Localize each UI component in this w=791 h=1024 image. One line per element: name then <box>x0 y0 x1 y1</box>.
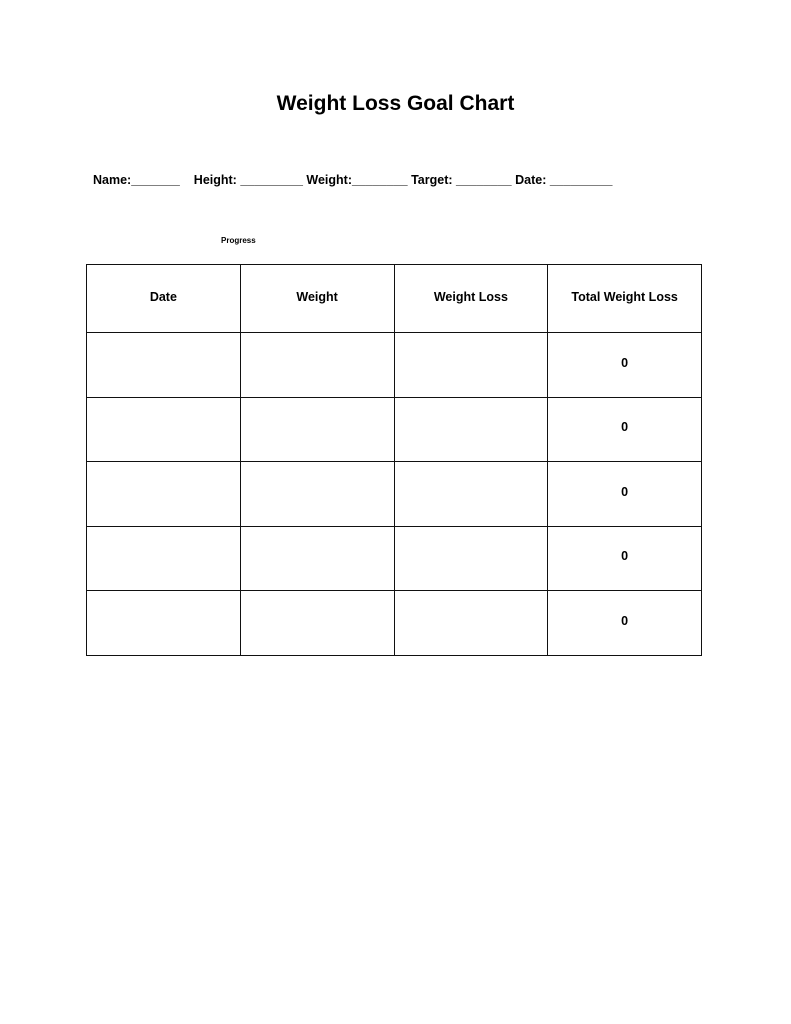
info-fields-line <box>93 173 612 187</box>
cell-weight-loss[interactable] <box>394 591 548 656</box>
table-row <box>87 333 702 398</box>
cell-weight[interactable] <box>240 397 394 462</box>
header-date: Date <box>87 265 241 333</box>
header-weight: Weight <box>240 265 394 333</box>
cell-date[interactable] <box>87 526 241 591</box>
target-field[interactable]: ________ <box>456 173 512 187</box>
height-label: Height: <box>193 173 241 187</box>
height-field[interactable]: _________ <box>240 173 303 187</box>
cell-weight-loss[interactable] <box>394 526 548 591</box>
cell-date[interactable] <box>87 333 241 398</box>
table-row <box>87 397 702 462</box>
cell-weight[interactable] <box>240 462 394 527</box>
cell-total-weight-loss: 0 <box>548 397 702 462</box>
cell-date[interactable] <box>87 462 241 527</box>
target-label: Target: <box>411 173 457 187</box>
name-field[interactable]: _______ <box>131 173 180 187</box>
cell-weight-loss[interactable] <box>394 462 548 527</box>
name-label: Name: <box>93 173 132 187</box>
cell-total-weight-loss: 0 <box>548 462 702 527</box>
section-label-progress: Progress <box>221 236 256 245</box>
header-total-weight-loss: Total Weight Loss <box>548 265 702 333</box>
cell-weight-loss[interactable] <box>394 397 548 462</box>
table-row <box>87 526 702 591</box>
cell-weight[interactable] <box>240 526 394 591</box>
weight-field[interactable]: ________ <box>351 173 408 187</box>
cell-weight[interactable] <box>240 591 394 656</box>
weight-label: Weight: <box>306 173 352 187</box>
header-weight-loss: Weight Loss <box>394 265 548 333</box>
cell-weight-loss[interactable] <box>394 333 548 398</box>
cell-date[interactable] <box>87 591 241 656</box>
cell-total-weight-loss: 0 <box>548 526 702 591</box>
page-title: Weight Loss Goal Chart <box>276 92 515 115</box>
cell-total-weight-loss: 0 <box>548 591 702 656</box>
table-row <box>87 462 702 527</box>
table-row <box>87 591 702 656</box>
cell-weight[interactable] <box>240 333 394 398</box>
date-label: Date: <box>515 173 550 187</box>
table-header-row <box>87 265 702 333</box>
cell-total-weight-loss: 0 <box>548 333 702 398</box>
progress-table <box>86 264 702 656</box>
cell-date[interactable] <box>87 397 241 462</box>
date-field[interactable]: _________ <box>549 173 613 187</box>
